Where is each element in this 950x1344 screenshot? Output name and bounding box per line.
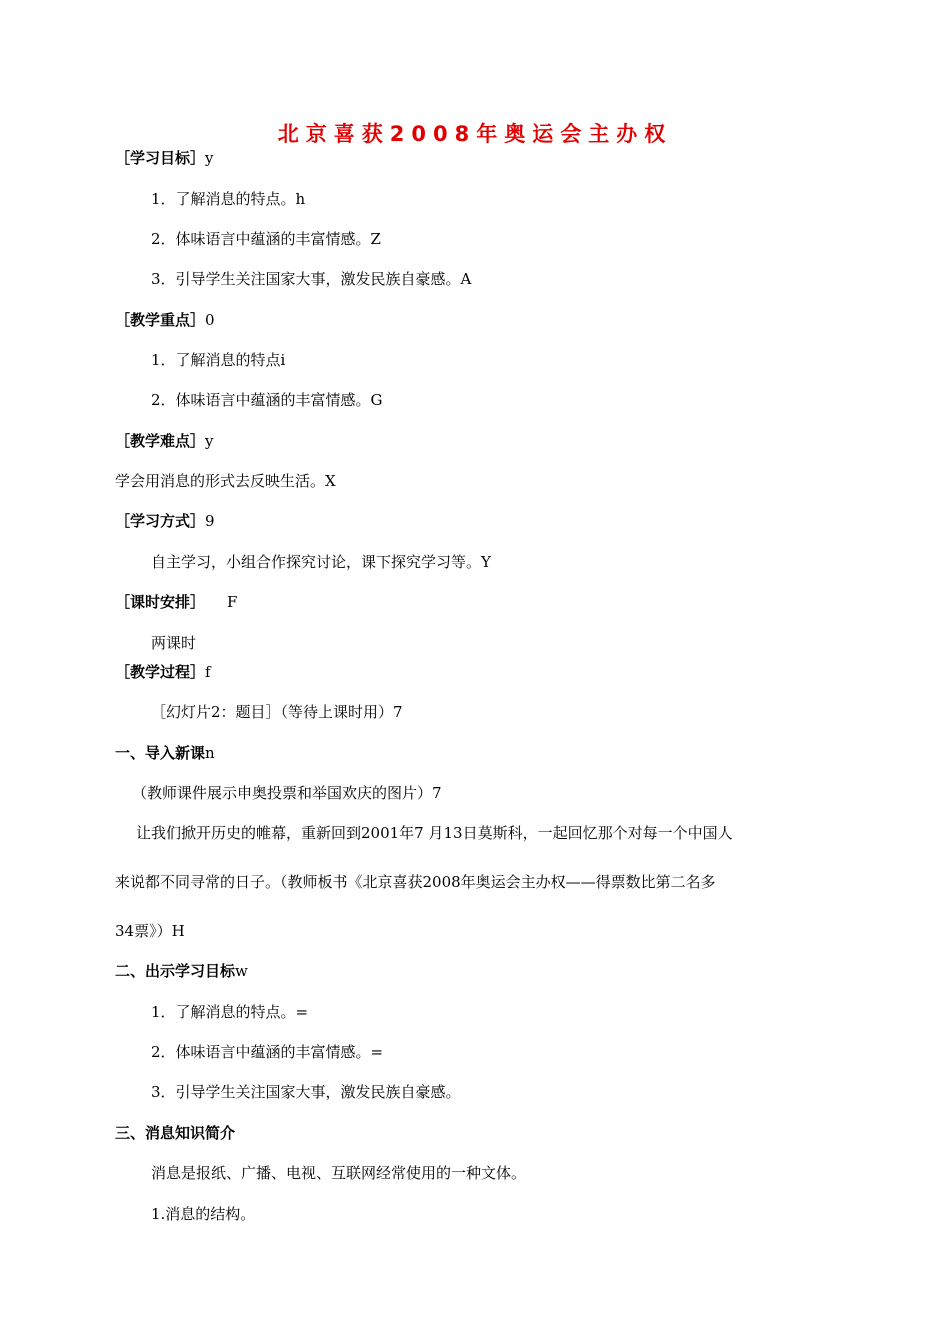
part2-item: 1．了解消息的特点。= [151, 1003, 309, 1021]
part1-heading-line [115, 743, 215, 763]
part1-note: （教师课件展示申奥投票和举国欢庆的图片）7 [132, 784, 442, 802]
schedule-text: 两课时 [151, 634, 197, 652]
part1-paragraph-line: 来说都不同寻常的日子。（教师板书《北京喜获2008年奥运会主办权——得票数比第二名多 [115, 873, 716, 891]
part3-text: 消息是报纸、广播、电视、互联网经常使用的一种文体。 [151, 1164, 527, 1182]
difficulty-text: 学会用消息的形式去反映生活。X [115, 472, 336, 490]
key-points-heading: ［教学重点］ [115, 311, 206, 329]
difficulty-heading-line [115, 431, 214, 451]
goals-heading: ［学习目标］ [115, 149, 206, 167]
part2-marker: w [235, 962, 248, 980]
part2-heading-line [115, 961, 248, 981]
part1-paragraph-line: 让我们掀开历史的帷幕，重新回到2001年7 月13日莫斯科，一起回忆那个对每一个中国人 [136, 824, 733, 842]
schedule-marker: F [227, 593, 238, 611]
key-point-item: 2．体味语言中蕴涵的丰富情感。G [151, 391, 383, 409]
part1-paragraph-line: 34票》）H [115, 922, 185, 940]
process-text: ［幻灯片2：题目］（等待上课时用）7 [151, 703, 403, 721]
part3-heading: 三、消息知识简介 [115, 1124, 236, 1142]
part1-marker: n [205, 744, 215, 762]
method-text: 自主学习，小组合作探究讨论，课下探究学习等。Y [151, 553, 491, 571]
difficulty-heading: ［教学难点］ [115, 432, 206, 450]
part2-item: 3．引导学生关注国家大事，激发民族自豪感。 [151, 1083, 461, 1101]
goals-marker: y [205, 149, 214, 167]
key-point-item: 1．了解消息的特点i [151, 351, 286, 369]
key-points-heading-line [115, 310, 215, 330]
goal-item: 2．体味语言中蕴涵的丰富情感。Z [151, 230, 381, 248]
method-marker: 9 [205, 512, 215, 530]
part2-heading: 二、出示学习目标 [115, 962, 236, 980]
document-title: 北京喜获2008年奥运会主办权 [277, 122, 673, 146]
process-heading-line [115, 662, 211, 682]
goals-heading-line [115, 148, 214, 168]
process-heading: ［教学过程］ [115, 663, 206, 681]
goal-item: 1．了解消息的特点。h [151, 190, 306, 208]
method-heading: ［学习方式］ [115, 512, 206, 530]
part3-subheading: 1.消息的结构。 [151, 1205, 256, 1223]
part1-heading: 一、导入新课 [115, 744, 206, 762]
schedule-heading: ［课时安排］ [115, 593, 206, 611]
key-points-marker: 0 [205, 311, 215, 329]
part2-item: 2．体味语言中蕴涵的丰富情感。= [151, 1043, 384, 1061]
process-marker: f [205, 663, 211, 681]
method-heading-line [115, 511, 215, 531]
difficulty-marker: y [205, 432, 214, 450]
schedule-heading-line [115, 592, 237, 612]
goal-item: 3．引导学生关注国家大事，激发民族自豪感。A [151, 270, 472, 288]
